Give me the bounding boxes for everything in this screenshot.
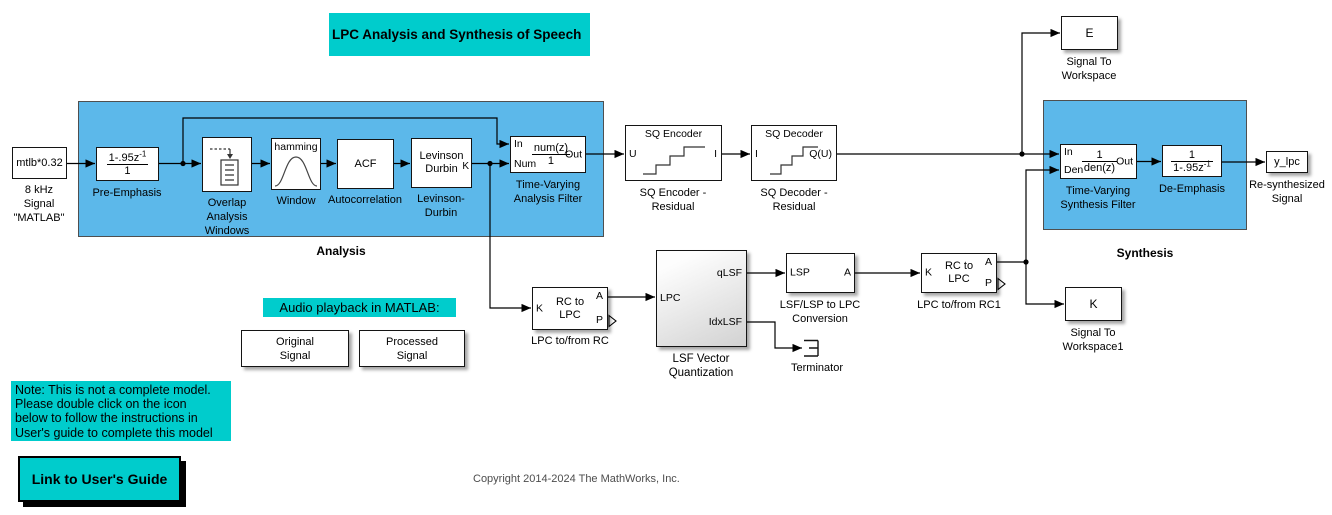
copyright-text: Copyright 2014-2024 The MathWorks, Inc. (473, 473, 680, 485)
port-lsp: LSP (790, 266, 810, 279)
lpc-to-from-rc-label: LPC to/from RC (531, 335, 609, 347)
wire-to-workspace-k (1026, 262, 1064, 304)
lpc-to-from-rc1-block[interactable]: K A P RC to LPC (921, 253, 997, 293)
analysis-filter-block[interactable] (510, 136, 586, 173)
analysis-filter-label: Time-Varying Analysis Filter (513, 179, 583, 205)
processed-signal-button[interactable]: Processed Signal (359, 330, 465, 367)
signal-to-workspace-e-label: Signal To Workspace (1061, 56, 1117, 82)
source-label: 8 kHz Signal "MATLAB" (13, 184, 65, 224)
port-a: A (984, 256, 992, 268)
sq-decoder-label: SQ Decoder - Residual (760, 187, 828, 213)
port-lpc: LPC (660, 292, 681, 304)
p-port-chevron-icon (609, 316, 616, 327)
port-out: Out (565, 148, 582, 160)
y-lpc-label: Re-synthesized Signal (1249, 179, 1325, 205)
pre-emphasis-block[interactable] (96, 147, 159, 181)
de-emphasis-block[interactable] (1162, 145, 1222, 177)
port-k: K (462, 160, 469, 172)
overlap-label: Overlap Analysis Windows (204, 197, 250, 237)
transfer-function: $\frac{\text{num(z)}}{1}$ (533, 142, 569, 167)
lsf-lsp-to-lpc-block[interactable] (786, 253, 855, 293)
sq-encoder-block[interactable] (625, 125, 722, 181)
port-p: P (984, 277, 992, 289)
original-signal-button[interactable]: Original Signal (241, 330, 349, 367)
port-den: Den (1064, 164, 1084, 176)
quantizer-staircase-icon (641, 143, 707, 177)
port-qu: Q(U) (809, 148, 832, 160)
model-title: LPC Analysis and Synthesis of Speech (329, 13, 590, 56)
signal-to-workspace-k-block[interactable]: K (1065, 287, 1122, 321)
port-k: K (925, 266, 933, 279)
lsf-lsp-to-lpc-label: LSF/LSP to LPC Conversion (779, 299, 861, 325)
port-in: In (1064, 146, 1073, 158)
lsf-vector-quantization-label: LSF Vector Quantization (668, 353, 734, 379)
levinson-durbin-block[interactable]: Levinson Durbin K (411, 138, 472, 188)
pre-emphasis-label: Pre-Emphasis (92, 187, 162, 199)
window-type: hamming (274, 141, 318, 153)
note-annotation: Note: This is not a complete model. Please double click on the icon below to follow the instructions in User's guide to complete this model (11, 381, 231, 441)
synthesis-filter-label: Time-Varying Synthesis Filter (1060, 185, 1136, 211)
port-p: P (595, 314, 603, 326)
de-emphasis-label: De-Emphasis (1158, 183, 1226, 195)
y-lpc-block[interactable]: y_lpc (1266, 151, 1308, 173)
lsf-vector-quantization-block[interactable] (656, 250, 747, 347)
signal-to-workspace-k-label: Signal To Workspace1 (1062, 327, 1124, 353)
block-title: SQ Encoder (644, 128, 703, 140)
overlap-analysis-windows-block[interactable] (202, 137, 252, 192)
analysis-area-label: Analysis (316, 244, 366, 258)
port-a: A (843, 266, 851, 279)
port-in: In (514, 138, 523, 150)
port-idxlsf: IdxLSF (708, 316, 742, 328)
lpc-to-from-rc1-label: LPC to/from RC1 (917, 299, 1001, 311)
lpc-to-from-rc-block[interactable]: K A P RC to LPC (532, 287, 608, 330)
link-to-users-guide-button[interactable]: Link to User's Guide (18, 456, 181, 502)
block-title: SQ Decoder (765, 128, 823, 140)
levinson-durbin-label: Levinson- Durbin (417, 193, 465, 219)
terminator-label: Terminator (791, 362, 843, 374)
synthesis-area-label: Synthesis (1116, 246, 1174, 260)
terminator-icon[interactable] (804, 341, 818, 357)
p-port-chevron-icon (998, 279, 1005, 290)
port-u: U (629, 148, 637, 160)
signal-to-workspace-e-block[interactable]: E (1061, 16, 1118, 50)
port-a: A (595, 290, 603, 302)
sq-encoder-label: SQ Encoder - Residual (639, 187, 707, 213)
port-i: I (755, 148, 758, 160)
port-k: K (536, 302, 544, 314)
autocorrelation-label: Autocorrelation (328, 194, 402, 206)
autocorrelation-block[interactable]: ACF (337, 139, 394, 189)
transfer-function: $\frac{1-.95z^{-1}}{1}$ (108, 148, 147, 177)
port-out: Out (1116, 155, 1133, 167)
hamming-curve-icon (273, 154, 319, 188)
buffer-icon (207, 142, 247, 188)
port-i: I (714, 148, 717, 160)
audio-playback-annotation: Audio playback in MATLAB: (263, 298, 456, 317)
transfer-function: $\frac{1}{1-.95z^{-1}}$ (1173, 148, 1211, 174)
transfer-function: $\frac{1}{\text{den(z)}}$ (1083, 149, 1116, 174)
source-signal-block[interactable] (12, 147, 67, 179)
port-qlsf: qLSF (716, 267, 742, 279)
window-block[interactable] (271, 138, 321, 190)
window-label: Window (276, 195, 316, 207)
source-value: mtlb*0.32 (16, 156, 63, 169)
sq-decoder-block[interactable] (751, 125, 837, 181)
port-num: Num (514, 158, 537, 170)
synthesis-filter-block[interactable] (1060, 144, 1137, 179)
